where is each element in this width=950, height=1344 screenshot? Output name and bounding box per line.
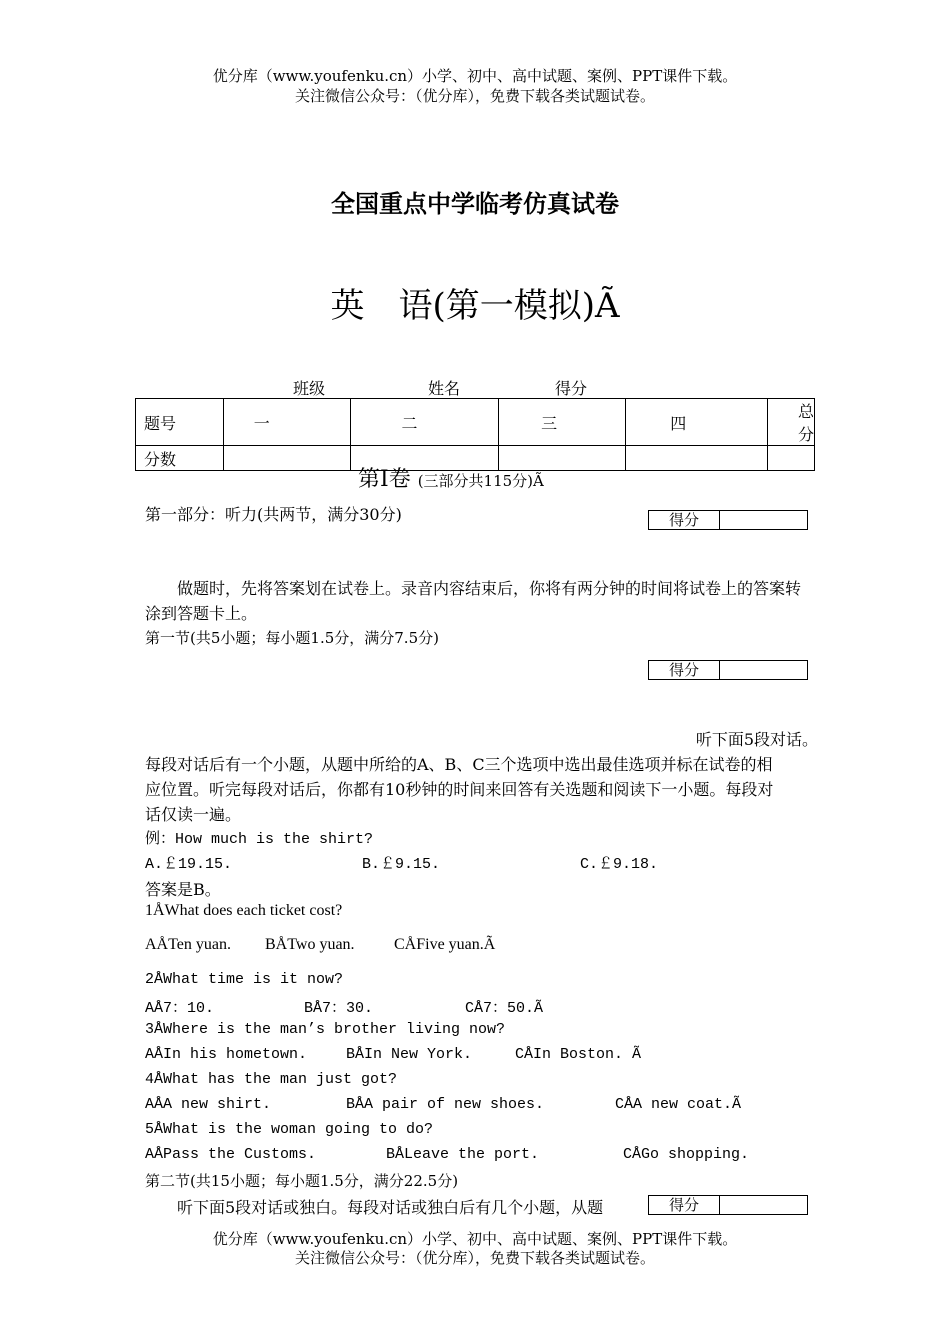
- q2-option-c: CÅ7：50.Ã: [465, 1000, 544, 1017]
- score-box: [648, 1195, 808, 1215]
- question-5: 5ÅWhat is the woman going to do?: [145, 1121, 434, 1138]
- q3-option-b: BÅIn New York.: [346, 1046, 473, 1063]
- q4-option-b: BÅA pair of new shoes.: [346, 1096, 545, 1113]
- q1-option-b: BÅTwo yuan.: [265, 936, 355, 953]
- table-cell: 分数: [136, 446, 224, 471]
- page-footer-line1: 优分库（www.youfenku.cn）小学、初中、高中试题、案例、PPT课件下载。: [212, 1230, 738, 1248]
- table-cell: 总分: [767, 399, 814, 446]
- exam-title: 全国重点中学临考仿真试卷: [331, 190, 619, 218]
- example-option-b: B.￡9.15.: [362, 856, 441, 873]
- volume-heading: [358, 462, 544, 493]
- q4-option-a: AÅA new shirt.: [145, 1096, 272, 1113]
- para-line: 每段对话后有一个小题，从题中所给的A、B、C三个选项中选出最佳选项并标在试卷的相: [145, 755, 773, 774]
- volume-sub: (三部分共115分)Ã: [417, 472, 544, 490]
- name-label: 姓名: [428, 379, 461, 398]
- q5-option-b: BÅLeave the port.: [386, 1146, 540, 1163]
- example-question: 例：How much is the shirt?: [145, 831, 374, 848]
- para-line: 应位置。听完每段对话后，你都有10秒钟的时间来回答有关选题和阅读下一小题。每段对: [145, 780, 774, 799]
- q4-option-c: CÅA new coat.Ã: [615, 1096, 742, 1113]
- example-option-a: A.￡19.15.: [145, 856, 233, 873]
- score-table-header-row: [136, 399, 815, 446]
- section1-heading: 第一节(共5小题；每小题1.5分，满分7.5分): [145, 629, 439, 647]
- q5-option-a: AÅPass the Customs.: [145, 1146, 317, 1163]
- table-cell: 一: [223, 399, 351, 446]
- score-table: [135, 398, 815, 471]
- score-box: [648, 510, 808, 530]
- q3-option-c: CÅIn Boston. Ã: [515, 1046, 642, 1063]
- question-1: 1ÅWhat does each ticket cost?: [145, 902, 343, 919]
- page-header-line2: 关注微信公众号：（优分库），免费下载各类试题试卷。: [294, 87, 655, 105]
- para-line: 话仅读一遍。: [145, 805, 242, 824]
- listen-instruction: 听下面5段对话。: [695, 730, 818, 749]
- score-box-label: 得分: [649, 1196, 720, 1214]
- q2-option-b: BÅ7：30.: [304, 1000, 374, 1017]
- table-cell: 四: [626, 399, 768, 446]
- q2-option-a: AÅ7：10.: [145, 1000, 215, 1017]
- question-4: 4ÅWhat has the man just got?: [145, 1071, 398, 1088]
- score-box-label: 得分: [649, 511, 720, 529]
- score-input-cell[interactable]: [626, 446, 768, 471]
- score-box-label: 得分: [649, 661, 720, 679]
- q3-option-a: AÅIn his hometown.: [145, 1046, 308, 1063]
- score-input-cell[interactable]: [767, 446, 814, 471]
- page-footer-line2: 关注微信公众号：（优分库），免费下载各类试题试卷。: [294, 1249, 655, 1267]
- section2-heading: 第二节(共15小题；每小题1.5分，满分22.5分): [145, 1172, 459, 1190]
- score-input-cell[interactable]: [223, 446, 351, 471]
- class-label: 班级: [293, 379, 326, 398]
- q5-option-c: CÅGo shopping.: [623, 1146, 750, 1163]
- example-option-c: C.￡9.18.: [580, 856, 659, 873]
- q1-option-a: AÅTen yuan.: [145, 936, 231, 953]
- question-3: 3ÅWhere is the man’s brother living now?: [145, 1021, 506, 1038]
- score-box: [648, 660, 808, 680]
- part1-heading: 第一部分：听力(共两节，满分30分): [145, 505, 402, 524]
- q1-option-c: CÅFive yuan.Ã: [394, 936, 496, 953]
- question-2: 2ÅWhat time is it now?: [145, 971, 344, 988]
- table-cell: 二: [351, 399, 499, 446]
- score-label: 得分: [555, 379, 588, 398]
- table-cell: 三: [499, 399, 626, 446]
- section2-text: 听下面5段对话或独白。每段对话或独白后有几个小题，从题: [177, 1198, 604, 1217]
- volume-main: 第Ⅰ卷: [358, 467, 411, 492]
- example-answer: 答案是B。: [145, 880, 221, 899]
- instruction-text: 做题时，先将答案划在试卷上。录音内容结束后，你将有两分钟的时间将试卷上的答案转涂到答题卡上。: [145, 579, 802, 623]
- subject-title: 英 语(第一模拟)Ã: [330, 286, 620, 326]
- table-cell: 题号: [136, 399, 224, 446]
- page-header-line1: 优分库（www.youfenku.cn）小学、初中、高中试题、案例、PPT课件下载。: [212, 67, 738, 85]
